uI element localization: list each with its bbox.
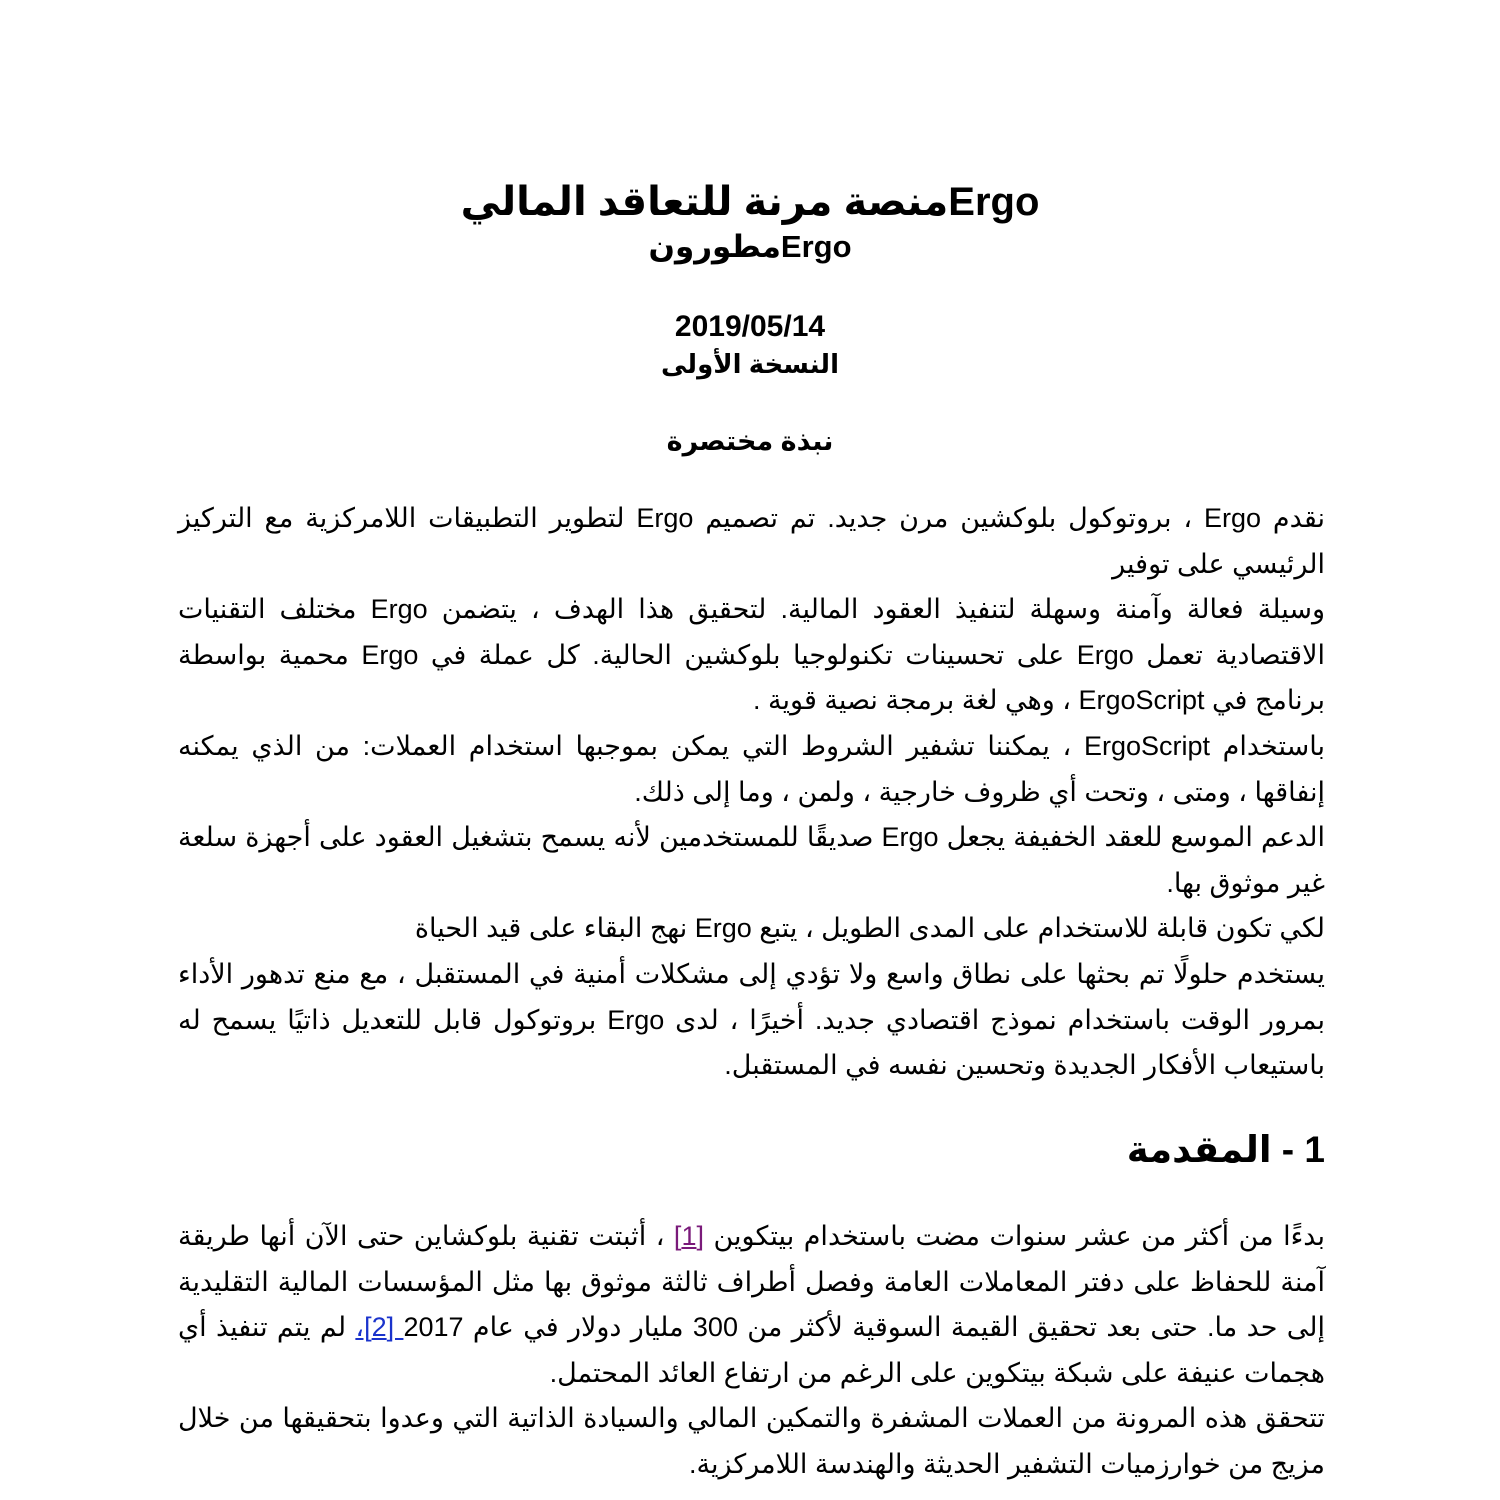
abstract-paragraph-2: وسيلة فعالة وآمنة وسهلة لتنفيذ العقود المالية. لتحقيق هذا الهدف ، يتضمن Ergo مختلف التقنيات الاقتصادية تعمل Ergo على تحسينات تكنولوجيا بلوكشين الحالية. كل عملة في Ergo محمية بواسطة برنامج في ErgoScript ، وهي لغة برمجة نصية قوية .: [178, 594, 1326, 716]
section-heading-introduction: 1 - المقدمة: [1126, 1129, 1325, 1170]
introduction-paragraph-1: [178, 1214, 1325, 1396]
abstract-paragraph-1: نقدم Ergo ، بروتوكول بلوكشين مرن جديد. تم تصميم Ergo لتطوير التطبيقات اللامركزية مع التركيز الرئيسي على توفير: [178, 503, 1325, 579]
abstract-paragraph-6: يستخدم حلولًا تم بحثها على نطاق واسع ولا تؤدي إلى مشكلات أمنية في المستقبل ، مع منع تدهور الأداء بمرور الوقت باستخدام نموذج اقتصادي جديد. أخيرًا ، لدى Ergo بروتوكول قابل للتعديل ذاتيًا يسمح له باستيعاب الأفكار الجديدة وتحسين نفسه في المستقبل.: [178, 958, 1325, 1081]
intro-text-part-2: ، أثبتت تقنية بلوكشاين حتى الآن أنها طريقة آمنة للحفاظ على دفتر المعاملات العامة وفصل أطراف ثالثة موثوق بها مثل المؤسسات المالية التقليدية إلى حد ما. حتى بعد تحقيق القيمة السوقية لأكثر من 300 مليار دولار في عام 2017: [178, 1221, 1325, 1343]
citation-link-2[interactable]: [2]،: [355, 1312, 404, 1343]
abstract-body: [178, 496, 1325, 1089]
document-date: 2019/05/14: [674, 310, 826, 343]
intro-text-part-3: لم يتم تنفيذ أي هجمات عنيفة على شبكة بيتكوين على الرغم من ارتفاع العائد المحتمل.: [178, 1312, 1325, 1388]
introduction-body: [178, 1214, 1325, 1488]
abstract-paragraph-5: لكي تكون قابلة للاستخدام على المدى الطويل ، يتبع Ergo نهج البقاء على قيد الحياة: [414, 913, 1325, 944]
intro-text-part-1: بدءًا من أكثر من عشر سنوات مضت باستخدام بيتكوين: [703, 1221, 1325, 1251]
document-title: Ergoمنصة مرنة للتعاقد المالي: [460, 180, 1040, 224]
abstract-paragraph-4: الدعم الموسع للعقد الخفيفة يجعل Ergo صديقًا للمستخدمين لأنه يسمح بتشغيل العقود على أجهزة سلعة غير موثوق بها.: [178, 822, 1325, 898]
abstract-paragraph-3: باستخدام ErgoScript ، يمكننا تشفير الشروط التي يمكن بموجبها استخدام العملات: من الذي يمكنه إنفاقها ، ومتى ، وتحت أي ظروف خارجية ، ولمن ، وما إلى ذلك.: [178, 730, 1325, 807]
document-authors: Ergoمطورون: [648, 229, 852, 264]
citation-link-1[interactable]: [1]: [673, 1221, 704, 1251]
introduction-paragraph-2: تتحقق هذه المرونة من العملات المشفرة والتمكين المالي والسيادة الذاتية التي وعدوا بتحقيقها من خلال مزيج من خوارزميات التشفير الحديثة والهندسة اللامركزية.: [178, 1403, 1325, 1479]
abstract-heading: نبذة مختصرة: [666, 426, 834, 456]
document-version: النسخة الأولى: [661, 349, 839, 379]
